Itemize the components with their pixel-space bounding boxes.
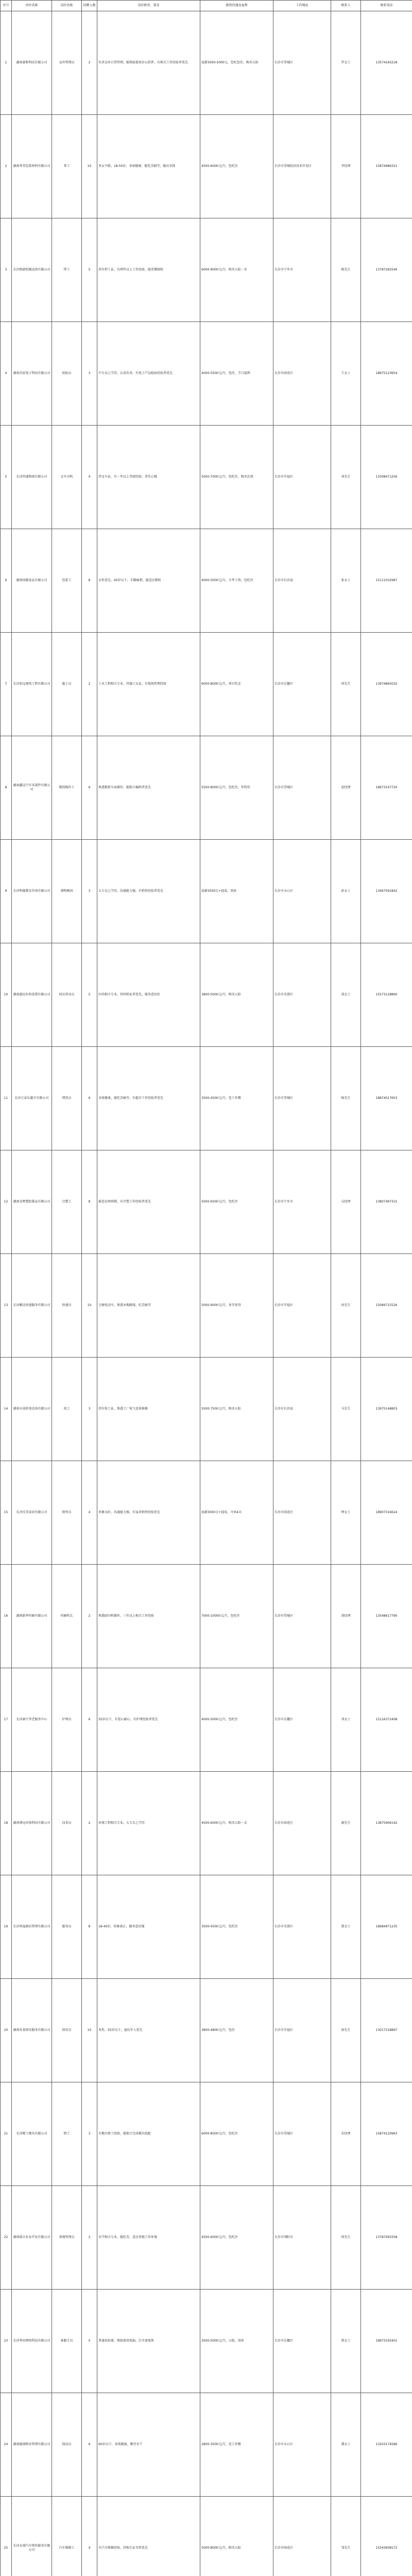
work-address: 长沙市雨花区 — [273, 1772, 331, 1875]
hire-count: 3 — [82, 840, 97, 943]
job-requirements: 形象良好，沟通能力强，有家居销售经验优先 — [97, 1461, 200, 1565]
company-name: 长沙万家乐超市有限公司 — [12, 1047, 52, 1150]
salary-benefits: 4000-5000元/月，包吃住 — [200, 1668, 273, 1772]
table-header-row — [1, 1, 412, 11]
table-row — [1, 2186, 412, 2290]
contact-phone: 15573128860 — [361, 943, 412, 1047]
hire-count: 10 — [82, 1254, 97, 1358]
job-requirements: 负责仓库日常管理，能熟练使用办公软件，有相关工作经验者优先 — [97, 11, 200, 115]
row-index: 19 — [1, 1875, 12, 1979]
job-requirements: 中专以上学历，认真负责，有电子产品检验经验者优先 — [97, 322, 200, 426]
company-name: 长沙佳美家居有限公司 — [12, 1461, 52, 1565]
work-address: 长沙市宁乡市 — [273, 1150, 331, 1254]
contact-phone: 13787265540 — [361, 218, 412, 322]
hire-count: 5 — [82, 2290, 97, 2393]
salary-benefits: 5500-7500元/月，购买五险 — [200, 1358, 273, 1461]
salary-benefits: 7000-10000元/月，包吃住 — [200, 1565, 273, 1668]
hire-count: 5 — [82, 218, 97, 322]
hire-count: 2 — [82, 2186, 97, 2290]
work-address: 长沙市浏阳市 — [273, 2186, 331, 2290]
contact-person: 邹先生 — [331, 2497, 361, 2576]
hire-count: 3 — [82, 2082, 97, 2186]
salary-benefits: 4000-5500元/月，包住，节日福利 — [200, 322, 273, 426]
salary-benefits: 4500-6000元/月，包吃住 — [200, 2186, 273, 2290]
hire-count: 6 — [82, 736, 97, 840]
row-index: 21 — [1, 2082, 12, 2186]
contact-phone: 18907316624 — [361, 1461, 412, 1565]
work-address: 长沙市望城经济技术开发区 — [273, 115, 331, 218]
company-name: 湖南德盛物业管理有限公司 — [12, 2393, 52, 2497]
salary-benefits: 3800-4800元/月，包住 — [200, 1979, 273, 2082]
company-name: 长沙宏远建筑工程有限公司 — [12, 633, 52, 736]
work-address: 长沙市天心区 — [273, 2393, 331, 2497]
salary-benefits: 2800-3500元/月，包工作餐 — [200, 2393, 273, 2497]
table-row — [1, 2393, 412, 2497]
company-name: 湖南鑫达汽车零部件有限公司 — [12, 736, 52, 840]
work-address: 长沙市岳麓区 — [273, 2290, 331, 2393]
salary-benefits: 4500-6000元/月，包吃住 — [200, 115, 273, 218]
table-row — [1, 218, 412, 322]
contact-person: 彭女士 — [331, 840, 361, 943]
contact-phone: 13203174586 — [361, 2393, 412, 2497]
table-row — [1, 2290, 412, 2393]
work-address: 长沙市岳麓区 — [273, 1668, 331, 1772]
job-requirements: 18-40岁，形象端正，服务意识强 — [97, 1875, 200, 1979]
table-row — [1, 1565, 412, 1668]
company-name: 长沙精工模具有限公司 — [12, 2082, 52, 2186]
row-index: 11 — [1, 1047, 12, 1150]
contact-person: 胡经理 — [331, 1565, 361, 1668]
salary-benefits: 6000-9000元/月，购买五险一金 — [200, 218, 273, 322]
table-row — [1, 840, 412, 943]
header-contact: 联系人 — [331, 1, 361, 11]
table-row — [1, 426, 412, 529]
contact-person: 黄女士 — [331, 943, 361, 1047]
job-title: 注塑工 — [52, 1150, 82, 1254]
job-requirements: 55岁以下，有爱心耐心，有护理经验者优先 — [97, 1668, 200, 1772]
company-name: 长沙顺达快递服务有限公司 — [12, 1254, 52, 1358]
table-row — [1, 943, 412, 1047]
salary-benefits: 3500-4500元/月，包工作餐 — [200, 1047, 273, 1150]
table-row — [1, 1254, 412, 1358]
work-address: 长沙市雨花区 — [273, 322, 331, 426]
table-row — [1, 736, 412, 840]
row-index: 23 — [1, 2290, 12, 2393]
job-title: 数控操作工 — [52, 736, 82, 840]
work-address: 长沙市开福区 — [273, 1254, 331, 1358]
contact-person: 王女士 — [331, 322, 361, 426]
job-requirements: 熟悉胶印机操作，三年以上相关工作经验 — [97, 1565, 200, 1668]
contact-phone: 15874120963 — [361, 2082, 412, 2186]
row-index: 14 — [1, 1358, 12, 1461]
job-title: 汽车维修工 — [52, 2497, 82, 2576]
contact-phone: 15116372408 — [361, 1668, 412, 1772]
contact-phone: 18684971235 — [361, 1875, 412, 1979]
contact-phone: 13308471256 — [361, 426, 412, 529]
work-address: 长沙市天心区 — [273, 840, 331, 943]
job-title: 钳工 — [52, 2082, 82, 2186]
job-title: 质检员 — [52, 322, 82, 426]
job-requirements: 男性，55岁以下，退伍军人优先 — [97, 1979, 200, 2082]
job-requirements: 普通话标准，熟练使用电脑，打字速度快 — [97, 2290, 200, 2393]
salary-benefits: 4000-5000元/月，计件工资，包吃住 — [200, 529, 273, 633]
contact-person: 徐先生 — [331, 2186, 361, 2290]
job-title: 课程顾问 — [52, 840, 82, 943]
hire-count: 8 — [82, 1150, 97, 1254]
table-row — [1, 11, 412, 115]
table-row — [1, 1979, 412, 2082]
company-name: 湖南瑞丰农业开发有限公司 — [12, 2186, 52, 2290]
header-count: 招聘人数 — [82, 1, 97, 11]
work-address: 长沙市开福区 — [273, 1979, 331, 2082]
work-address: 长沙市望城区 — [273, 1047, 331, 1150]
contact-phone: 13017318897 — [361, 1979, 412, 2082]
contact-person: 张女士 — [331, 529, 361, 633]
hire-count: 2 — [82, 1565, 97, 1668]
salary-benefits: 4500-6000元/月，购买五险一金 — [200, 1772, 273, 1875]
hire-count: 6 — [82, 2393, 97, 2497]
company-name: 湖南新华印刷有限公司 — [12, 1565, 52, 1668]
salary-benefits: 5000-8000元/月，购买五险 — [200, 2497, 273, 2576]
company-name: 湖南金辉塑胶制品有限公司 — [12, 1150, 52, 1254]
company-name: 湖南安泰保安服务有限公司 — [12, 1979, 52, 2082]
hire-count: 10 — [82, 115, 97, 218]
hire-count: 8 — [82, 529, 97, 633]
hire-count: 10 — [82, 1979, 97, 2082]
table-row — [1, 2497, 412, 2576]
job-requirements: 农学相关专业，能吃苦，适应基地工作环境 — [97, 2186, 200, 2290]
row-index: 9 — [1, 840, 12, 943]
contact-person: 谢先生 — [331, 1772, 361, 1875]
work-address: 长沙市望城区 — [273, 11, 331, 115]
table-row — [1, 1358, 412, 1461]
table-row — [1, 2082, 412, 2186]
hire-count: 2 — [82, 633, 97, 736]
contact-person: 杨先生 — [331, 1047, 361, 1150]
job-requirements: 持叉车证，有一年以上驾驶经验，责任心强 — [97, 426, 200, 529]
contact-phone: 13975148803 — [361, 1358, 412, 1461]
row-index: 3 — [1, 218, 12, 322]
salary-benefits: 底薪3000-5000元，包吃包住，购买五险 — [200, 11, 273, 115]
job-title: 基地管理员 — [52, 2186, 82, 2290]
contact-person: 钟女士 — [331, 1461, 361, 1565]
salary-benefits: 5500-8000元/月，包吃住，年终奖 — [200, 736, 273, 840]
work-address: 长沙市芙蓉区 — [273, 943, 331, 1047]
work-address: 长沙市望城区 — [273, 1565, 331, 1668]
contact-person: 蒋女士 — [331, 2290, 361, 2393]
hire-count: 2 — [82, 11, 97, 115]
company-name: 湖南星辰电子科技有限公司 — [12, 322, 52, 426]
job-requirements: 熟悉数控车床操作，能独立编程者优先 — [97, 736, 200, 840]
table-row — [1, 529, 412, 633]
salary-benefits: 3800-5000元/月，购买五险 — [200, 943, 273, 1047]
work-address: 长沙市开福区 — [273, 426, 331, 529]
header-job: 岗位名称 — [52, 1, 82, 11]
salary-benefits: 5000-7000元/月，包吃住，购买社保 — [200, 426, 273, 529]
contact-phone: 15874986321 — [361, 115, 412, 218]
company-name: 湖南华美包装材料有限公司 — [12, 115, 52, 218]
job-title: 销售员 — [52, 1461, 82, 1565]
contact-phone: 18975123654 — [361, 322, 412, 426]
contact-phone: 18973165401 — [361, 2290, 412, 2393]
header-phone: 联系电话 — [361, 1, 412, 11]
work-address: 长沙市宁乡市 — [273, 218, 331, 322]
contact-person: 孙先生 — [331, 1254, 361, 1358]
job-title: 包装工 — [52, 529, 82, 633]
company-name: 长沙恒通物流有限公司 — [12, 426, 52, 529]
company-name: 湖南嘉和科技有限公司 — [12, 11, 52, 115]
job-requirements: 持有焊工证，有两年以上工作经验，能看懂图纸 — [97, 218, 200, 322]
job-title: 技术员 — [52, 1772, 82, 1875]
contact-person: 曾女士 — [331, 1875, 361, 1979]
row-index: 2 — [1, 115, 12, 218]
job-requirements: 持有电工证，熟悉工厂电气设备维修 — [97, 1358, 200, 1461]
contact-phone: 18673147720 — [361, 736, 412, 840]
job-requirements: 60岁以下，身体健康，勤劳肯干 — [97, 2393, 200, 2497]
row-index: 7 — [1, 633, 12, 736]
company-name: 湖南绿源食品有限公司 — [12, 529, 52, 633]
row-index: 17 — [1, 1668, 12, 1772]
table-row — [1, 1875, 412, 1979]
row-index: 18 — [1, 1772, 12, 1875]
row-index: 20 — [1, 1979, 12, 2082]
hire-count: 3 — [82, 322, 97, 426]
job-requirements: 医药相关专业，持药师证者优先，服务意识好 — [97, 943, 200, 1047]
company-name: 湖南天成机电设备有限公司 — [12, 1358, 52, 1461]
job-requirements: 有汽车维修经验，持相关证书者优先 — [97, 2497, 200, 2576]
job-title: 普工 — [52, 115, 82, 218]
job-requirements: 环境工程相关专业，大专以上学历 — [97, 1772, 200, 1875]
job-requirements: 男女不限，18-50岁，身体健康，能吃苦耐劳，服从安排 — [97, 115, 200, 218]
contact-phone: 13875906142 — [361, 1772, 412, 1875]
job-title: 焊工 — [52, 218, 82, 322]
header-requirements: 岗位职责、要求 — [97, 1, 200, 11]
company-name: 长沙华讯网络科技有限公司 — [12, 2290, 52, 2393]
table-row — [1, 115, 412, 218]
table-row — [1, 322, 412, 426]
row-index: 13 — [1, 1254, 12, 1358]
job-title: 快递员 — [52, 1254, 82, 1358]
contact-person: 陈先生 — [331, 218, 361, 322]
job-title: 电工 — [52, 1358, 82, 1461]
job-title: 护理员 — [52, 1668, 82, 1772]
work-address: 长沙市雨花区 — [273, 2497, 331, 2576]
job-title: 药店营业员 — [52, 943, 82, 1047]
hire-count: 2 — [82, 1772, 97, 1875]
contact-person: 刘先生 — [331, 426, 361, 529]
company-name: 长沙明德教育咨询有限公司 — [12, 840, 52, 943]
header-index: 序号 — [1, 1, 12, 11]
row-index: 1 — [1, 11, 12, 115]
job-requirements: 身体健康，能吃苦耐劳，有超市工作经验者优先 — [97, 1047, 200, 1150]
company-name: 湖南惠民医药连锁有限公司 — [12, 943, 52, 1047]
job-title: 客服专员 — [52, 2290, 82, 2393]
hire-count: 4 — [82, 2497, 97, 2576]
job-title: 保洁员 — [52, 2393, 82, 2497]
job-requirements: 女性优先，45岁以下，手脚麻利，能适应倒班 — [97, 529, 200, 633]
contact-phone: 15084715526 — [361, 1254, 412, 1358]
job-title: 叉车司机 — [52, 426, 82, 529]
job-title: 仓库管理员 — [52, 11, 82, 115]
row-index: 15 — [1, 1461, 12, 1565]
company-name: 长沙康宁养老服务中心 — [12, 1668, 52, 1772]
company-name: 长沙凯旋机械设备有限公司 — [12, 218, 52, 322]
salary-benefits: 6000-8500元/月，包吃住 — [200, 2082, 273, 2186]
job-requirements: 大专以上学历，沟通能力强，有销售经验者优先 — [97, 840, 200, 943]
salary-benefits: 6000-8000元/月，项目奖金 — [200, 633, 273, 736]
contact-phone: 13787093358 — [361, 2186, 412, 2290]
contact-person: 赵经理 — [331, 736, 361, 840]
row-index: 5 — [1, 426, 12, 529]
contact-phone: 13467591842 — [361, 840, 412, 943]
salary-benefits: 5000-9000元/月，多劳多得 — [200, 1254, 273, 1358]
contact-person: 朱经理 — [331, 2082, 361, 2186]
header-salary: 薪资待遇及福利 — [200, 1, 273, 11]
table-row — [1, 1047, 412, 1150]
contact-phone: 13548617790 — [361, 1565, 412, 1668]
contact-phone: 13974865032 — [361, 633, 412, 736]
row-index: 6 — [1, 529, 12, 633]
hire-count: 3 — [82, 1358, 97, 1461]
contact-person: 龚女士 — [331, 2393, 361, 2497]
salary-benefits: 底薪3500元+提成，双休 — [200, 840, 273, 943]
job-title: 施工员 — [52, 633, 82, 736]
contact-phone: 13807497315 — [361, 1150, 412, 1254]
header-company: 单位名称 — [12, 1, 52, 11]
contact-phone: 15243608172 — [361, 2497, 412, 2576]
hire-count: 4 — [82, 426, 97, 529]
work-address: 长沙市雨花区 — [273, 1461, 331, 1565]
contact-phone: 13574165218 — [361, 11, 412, 115]
job-requirements: 土木工程相关专业，持施工员证，有现场管理经验 — [97, 633, 200, 736]
job-title: 印刷机长 — [52, 1565, 82, 1668]
row-index: 22 — [1, 2186, 12, 2290]
job-title: 服务员 — [52, 1875, 82, 1979]
job-title: 保安员 — [52, 1979, 82, 2082]
contact-person: 唐先生 — [331, 1979, 361, 2082]
table-body — [1, 11, 412, 2576]
salary-benefits: 3500-5000元/月，五险，双休 — [200, 2290, 273, 2393]
row-index: 12 — [1, 1150, 12, 1254]
row-index: 8 — [1, 736, 12, 840]
contact-phone: 18874017653 — [361, 1047, 412, 1150]
hire-count: 6 — [82, 1047, 97, 1150]
contact-person: 周先生 — [331, 633, 361, 736]
row-index: 4 — [1, 322, 12, 426]
salary-benefits: 底薪3000元+提成，月休4天 — [200, 1461, 273, 1565]
table-row — [1, 1150, 412, 1254]
company-name: 长沙永盛汽车销售服务有限公司 — [12, 2497, 52, 2576]
contact-person: 罗女士 — [331, 11, 361, 115]
work-address: 长沙市望城区 — [273, 736, 331, 840]
work-address: 长沙市芙蓉区 — [273, 1875, 331, 1979]
job-requirements: 有模具钳工经验，能独立完成模具装配 — [97, 2082, 200, 2186]
job-title: 理货员 — [52, 1047, 82, 1150]
work-address: 长沙市岳麓区 — [273, 633, 331, 736]
salary-benefits: 3500-4500元/月，包吃住 — [200, 1875, 273, 1979]
row-index: 16 — [1, 1565, 12, 1668]
row-index: 24 — [1, 2393, 12, 2497]
row-index: 10 — [1, 943, 12, 1047]
job-requirements: 会骑电动车，熟悉本地路线，吃苦耐劳 — [97, 1254, 200, 1358]
work-address: 长沙市望城区 — [273, 2082, 331, 2186]
contact-person: 吴经理 — [331, 1150, 361, 1254]
row-index: 25 — [1, 2497, 12, 2576]
hire-count: 6 — [82, 1668, 97, 1772]
table-row — [1, 1772, 412, 1875]
company-name: 长沙鸿福酒店管理有限公司 — [12, 1875, 52, 1979]
hire-count: 5 — [82, 943, 97, 1047]
hire-count: 4 — [82, 1461, 97, 1565]
contact-phone: 15111032987 — [361, 529, 412, 633]
contact-person: 李经理 — [331, 115, 361, 218]
table-row — [1, 633, 412, 736]
contact-person: 马先生 — [331, 1358, 361, 1461]
table-row — [1, 1668, 412, 1772]
job-requirements: 能适应两班倒，有注塑工作经验者优先 — [97, 1150, 200, 1254]
hire-count: 8 — [82, 1875, 97, 1979]
salary-benefits: 5000-6500元/月，包吃住 — [200, 1150, 273, 1254]
work-address: 长沙市长沙县 — [273, 1358, 331, 1461]
table-row — [1, 1461, 412, 1565]
work-address: 长沙市长沙县 — [273, 529, 331, 633]
contact-person: 邓女士 — [331, 1668, 361, 1772]
header-location: 工作地址 — [273, 1, 331, 11]
company-name: 湖南博远环保科技有限公司 — [12, 1772, 52, 1875]
